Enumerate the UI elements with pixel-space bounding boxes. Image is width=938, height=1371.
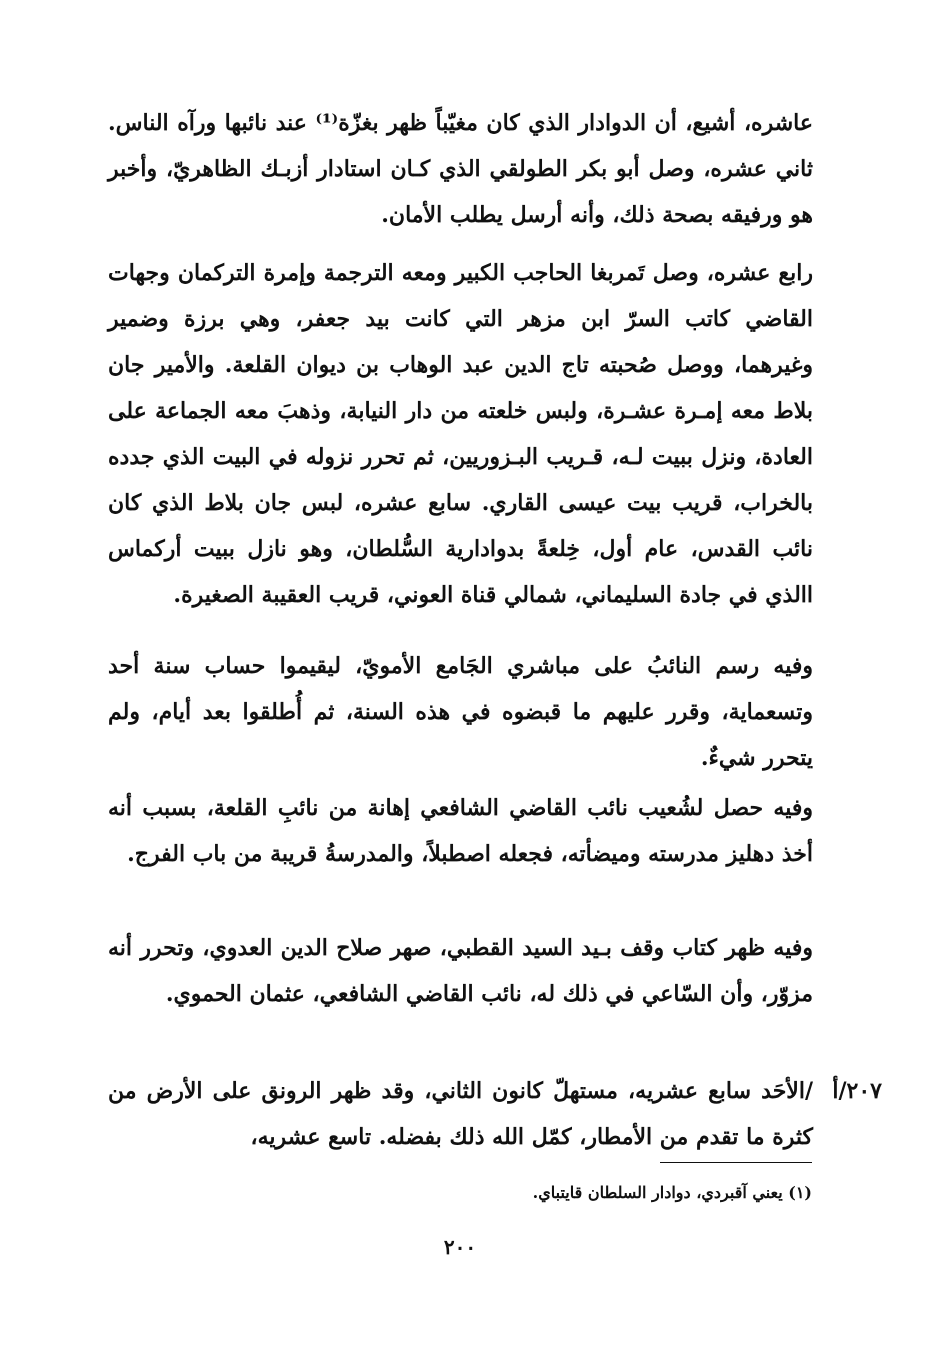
paragraph-2: رابع عشره، وصل تَمربغا الحاجب الكبير ومعه الترجمة وإمرة التركمان وجهات القاضي كاتب السرّ ابن مزهر التي كانت بيد جعفر، وهي برزة وضمير وغيرهما، ووصل صُحبته تاج الدين عبد الوهاب بن ديوان القلعة. والأمير جان بلاط معه إمـرة عشـرة، ولبس خلعته من دار النيابة، وذهبَ معه الجماعة على العادة، ونزل ببيت لـه، قـريب البـزوريين، ثم تحرر نزوله في البيت الذي جدده بالخراب، قريب بيت عيسى القاري. سابع عشره، لبس جان بلاط الذي كان نائب القدس، عام أول، خِلعةً بدوادارية السُّلطان، وهو نازل ببيت أركماس االذي في جادة السليماني، شمالي قناة العوني، قريب العقيبة الصغيرة. xyxy=(108,260,813,608)
paragraph-4: وفيه حصل لشُعيب نائب القاضي الشافعي إهانة من نائبِ القلعة، بسبب أنه أخذ دهليز مدرسته وميضأته، فجعله اصطبلاً، والمدرسةُ قريبة من باب الفرج. xyxy=(108,795,813,867)
folio-margin-note: ٢٠٧/أ xyxy=(832,1078,882,1104)
paragraph-1: عاشره، أشيع، أن الدوادار الذي كان مغيّباً ظهر بغزّة⁽¹⁾ عند نائبها ورآه الناس. ثاني عشره، وصل أبو بكر الطولقي الذي كـان استادار أزبـك الظاهريّ، وأخبر هو ورفيقه بصحة ذلك، وأنه أرسل يطلب الأمان. xyxy=(108,110,813,228)
paragraph-6: /الأحَد سابع عشريه، مستهلّ كانون الثاني، وقد ظهر الرونق على الأرض من كثرة ما تقدم من الأمطار، كمّل الله ذلك بفضله. تاسع عشريه، xyxy=(108,1078,813,1150)
footnote: (١) يعني آقبردي، دوادار السلطان قايتباي. xyxy=(532,1183,812,1202)
paragraph-3: وفيه رسم النائبُ على مباشري الجَامع الأمويّ، ليقيموا حساب سنة أحد وتسعماية، وقرر عليهم ما قبضوه في هذه السنة، ثم أُطلقوا بعد أيام، ولم يتحرر شيءٌ. xyxy=(108,653,813,771)
paragraph-5: وفيه ظهر كتاب وقف بـيد السيد القطبي، صهر صلاح الدين العدوي، وتحرر أنه مزوّر، وأن السّاعي في ذلك له، نائب القاضي الشافعي، عثمان الحموي. xyxy=(108,935,813,1007)
footnote-divider xyxy=(660,1162,812,1163)
page-number: ٢٠٠ xyxy=(443,1235,477,1259)
